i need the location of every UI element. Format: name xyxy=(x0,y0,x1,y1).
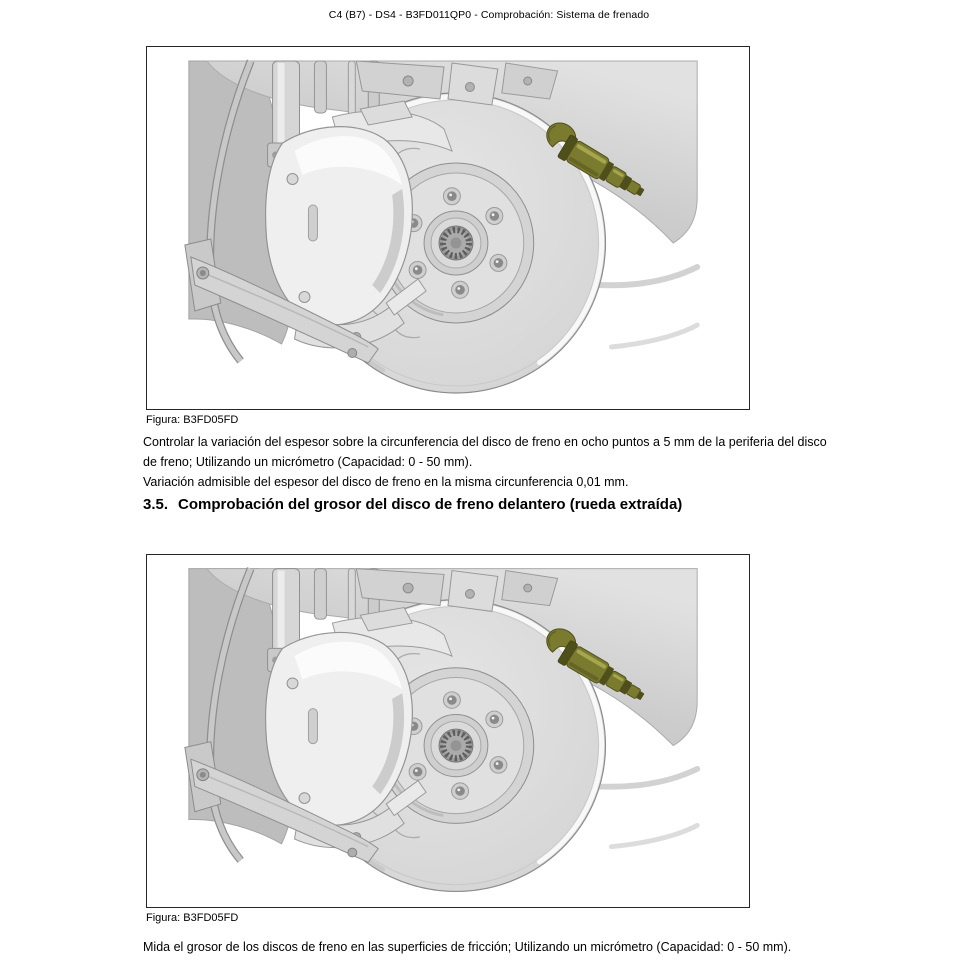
brake-assembly-figure-1 xyxy=(147,47,749,409)
brake-assembly-figure-2 xyxy=(147,555,749,907)
paragraph-line: Variación admisible del espesor del disco de freno en la misma circunferencia 0,01 mm. xyxy=(143,474,629,489)
figure-caption-2: Figura: B3FD05FD xyxy=(146,912,239,924)
instruction-paragraph-1 xyxy=(143,433,973,492)
figure-frame-1 xyxy=(146,46,750,410)
instruction-paragraph-2: Mida el grosor de los discos de freno en las superficies de fricción; Utilizando un micrómetro (Capacidad: 0 - 50 mm). xyxy=(143,940,792,954)
document-header: C4 (B7) - DS4 - B3FD011QP0 - Comprobación: Sistema de frenado xyxy=(328,9,650,21)
section-number: 3.5. xyxy=(143,496,169,513)
section-heading xyxy=(143,496,682,513)
paragraph-line: de freno; Utilizando un micrómetro (Capacidad: 0 - 50 mm). xyxy=(143,454,473,469)
figure-frame-2 xyxy=(146,554,750,908)
paragraph-line: Controlar la variación del espesor sobre la circunferencia del disco de freno en ocho puntos a 5 mm de la periferia del disco xyxy=(143,435,827,449)
section-title: Comprobación del grosor del disco de freno delantero (rueda extraída) xyxy=(178,496,683,513)
figure-caption-1: Figura: B3FD05FD xyxy=(146,414,239,426)
